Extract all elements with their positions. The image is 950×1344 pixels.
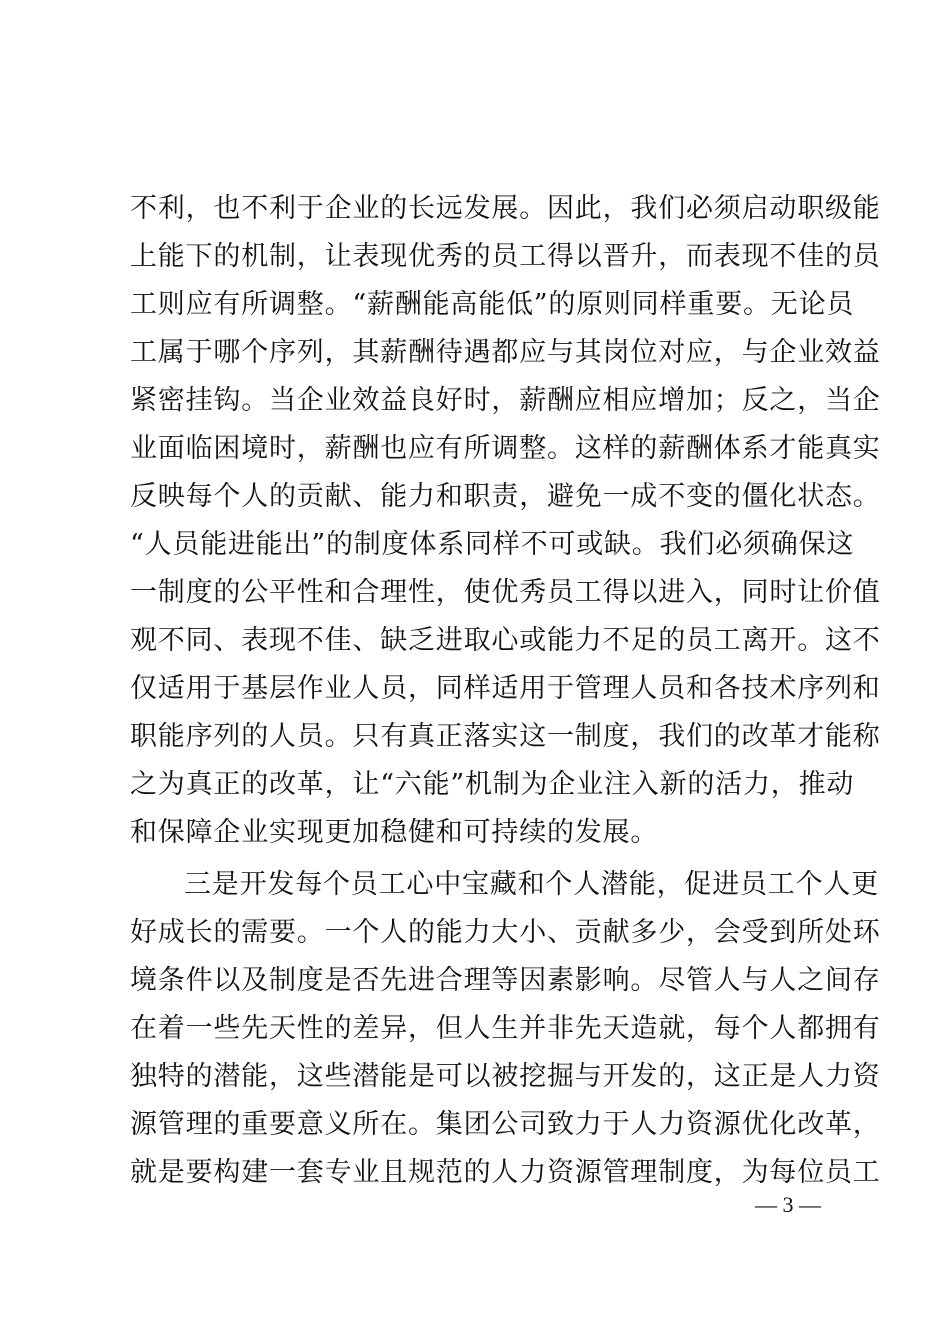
text-line: 仅适用于基层作业人员，同样适用于管理人员和各技术序列和 [130,673,881,704]
text-line: 业面临困境时，薪酬也应有所调整。这样的薪酬体系才能真实 [130,433,881,464]
paragraph [130,185,881,857]
paragraph [130,861,881,1197]
text-line: 工则应有所调整。“薪酬能高能低”的原则同样重要。无论员 [130,289,855,320]
text-line: 紧密挂钩。当企业效益良好时，薪酬应相应增加；反之，当企 [130,385,881,416]
text-line: 一制度的公平性和合理性，使优秀员工得以进入，同时让价值 [130,577,881,608]
text-line: 独特的潜能，这些潜能是可以被挖掘与开发的，这正是人力资 [130,1061,881,1092]
text-line: 工属于哪个序列，其薪酬待遇都应与其岗位对应，与企业效益 [130,337,881,368]
text-line: 境条件以及制度是否先进合理等因素影响。尽管人与人之间存 [130,965,881,996]
body-text [130,185,881,1197]
text-line: 三是开发每个员工心中宝藏和个人潜能，促进员工个人更 [184,869,879,900]
text-line: “人员能进能出”的制度体系同样不可或缺。我们必须确保这 [130,529,855,560]
text-line: 不利，也不利于企业的长远发展。因此，我们必须启动职级能 [130,193,881,224]
text-line: 之为真正的改革，让“六能”机制为企业注入新的活力，推动 [130,769,855,800]
text-line: 职能序列的人员。只有真正落实这一制度，我们的改革才能称 [130,721,881,752]
text-line: 和保障企业实现更加稳健和可持续的发展。 [130,817,659,848]
page-number: — 3 — [755,1192,821,1217]
text-line: 反映每个人的贡献、能力和职责，避免一成不变的僵化状态。 [130,481,881,512]
text-line: 好成长的需要。一个人的能力大小、贡献多少，会受到所处环 [130,917,881,948]
text-line: 观不同、表现不佳、缺乏进取心或能力不足的员工离开。这不 [130,625,881,656]
text-line: 就是要构建一套专业且规范的人力资源管理制度，为每位员工 [130,1157,881,1188]
text-line: 源管理的重要意义所在。集团公司致力于人力资源优化改革， [130,1109,881,1140]
text-line: 在着一些先天性的差异，但人生并非先天造就，每个人都拥有 [130,1013,881,1044]
text-line: 上能下的机制，让表现优秀的员工得以晋升，而表现不佳的员 [130,241,881,272]
